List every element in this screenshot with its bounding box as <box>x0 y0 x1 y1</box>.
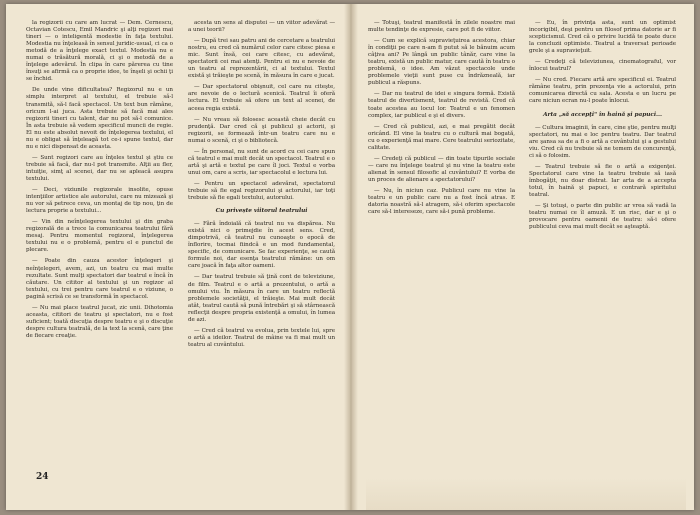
section-subheading: Arta „să accepţi" în haină şi papuci... <box>543 111 662 118</box>
paragraph: — Deci, viziunile regizorale insolite, opuse intenţiilor artistice ale autorului, care nu mizează şi nu vor să petrece ceva, un montaj de tip nou, ţin de lectura proprie a textului... <box>26 187 173 215</box>
paragraph: — Şi totuşi, o parte din public ar vrea să vadă la teatru numai ce îl amuză. E un risc, dar e şi o provocare pentru oamenii de teatru: să-i ofere publicului ceva mai mult decât se aşteaptă. <box>529 203 676 231</box>
book-gutter <box>344 4 358 510</box>
section-subheading: Cu privește viitorul teatrului <box>215 208 308 215</box>
page-number: 24 <box>36 472 49 482</box>
paragraph: — Credeţi că televiziunea, cinematograful, vor înlocui teatrul? <box>529 59 676 73</box>
paragraph: — Nu cred. Fiecare artă are specificul ei. Teatrul rămâne teatru, prin prezenţa vie a actorului, prin comunicarea directă cu sala. Acesta e un lucru pe care niciun ecran nu-l poate înlocui. <box>529 77 676 105</box>
paragraph: — Nu mai place teatrul jucat, zic unii. Dihotomia aceasta, cititori de teatru şi spectatori, nu e fost suficient; toată discuţia despre teatru e şi o discuţie despre cultura teatrală, de la text la scenă, care ţine de fiecare creaţie. <box>26 304 173 339</box>
paragraph: — Vin din neînţelegerea textului şi din graba regizorală de a trece la comunicarea teatrului fără mesaj. Pentru momentul regizoral, înţelegerea textului nu e o problemă, pentru el e punctul de plecare. <box>26 219 173 254</box>
paragraph: — Dar spectatorul obişnuit, cel care nu citeşte, are nevoie de o lectură scenică. Teatrul îi oferă lectura. El trebuie să ofere un text al scenei, de aceea regia există. <box>188 84 335 112</box>
book-spread <box>6 4 694 510</box>
left-page-column-1 <box>26 20 173 344</box>
paragraph: — Teatrul trebuie să fie o artă a exigenţei. Spectatorul care vine la teatru trebuie să iasă îmbogăţit, nu doar distrat. Iar arta de a accepta totul, în haină şi papuci, e contrară spiritului teatral. <box>529 163 676 198</box>
paragraph: — Nu, în niciun caz. Publicul care nu vine la teatru e un public care nu a fost încă atras. E datoria noastră să-l atragem, să-i oferim spectacole care să-l intereseze, care să-i pună probleme. <box>368 187 515 216</box>
paragraph: — În personal, nu sunt de acord cu cei care spun că teatrul e mai mult decât un spectacol. Teatrul e o artă şi artă e textul pe care îl joci. Textul e vorba unui om, care a scris, iar spectacolul e lectura lui. <box>188 148 335 176</box>
paragraph: De unde vine dificultatea? Regizorul nu e un simplu interpret al textului, el trebuie să-l transmită, să-l facă spectacol. Un text bun rămâne, oricum l-ai juca. Asta trebuie să facă mai ales regizorii tineri cu talent, dar nu pot să-l comunice. În asta trebuie să vedem specificul muncii de regie. El nu este absolut nevoit de înţelegerea textului, el nu e obligat să înţeleagă tot ce-i spune textul, dar nu e nici dispensat de aceasta. <box>26 87 173 150</box>
paragraph: la regizorii cu care am lucrat — Dem. Cernescu, Octavian Cotescu, Emil Mandric şi alţi regizori mai tineri — o inteligentă modestie în faţa textului. Modestia nu înţeleasă în sensul juridic-usual, ci ca o metodă de a înţelege exact textul. Modestia nu e numai o trăsătură morală, ci şi o metodă de a înţelege adevărul. În clipa în care părerea cu tine însuţi se afirmă ca o proprie idee, te înşeli şi ochii ţi se închid. <box>26 20 173 83</box>
paragraph: — Eu, în privinţa asta, sunt un optimist incorigibil, deşi pentru un filosof prima datorie ar fi scepticismul. Cred că o privire lucidă te poate duce la concluzii optimiste. Teatrul a traversat perioade grele şi a supravieţuit. <box>529 20 676 55</box>
paragraph: — Credeţi că publicul — din toate tipurile sociale — care nu înţelege teatrul şi nu vine la teatru este alienat în sensul filosofic al cuvântului? E vorba de un proces de alienare a spectatorului? <box>368 155 515 183</box>
paragraph: — După trei sau patru ani de cercetare a teatrului nostru, eu cred că numărul celor care citesc piesa e mic. Sunt însă, cei care citesc, cu adevărat, spectatorii cei mai atenţi. Pentru ei nu e nevoie de un teatru al reprezentării, ci al textului. Textul există şi trăieşte pe scenă, în măsura în care e jucat. <box>188 38 335 80</box>
paragraph: — Poate din cauza acestor înţelegeri şi neînţelegeri, avem, azi, un teatru cu mai multe rezultate. Sunt mulţi spectatori dar teatrul e încă în căutare. Un cititor al textului şi un regizor al textului, cu trei pentru care teatrul e o viziune, o pagină scrisă ce se transformă în spectacol. <box>26 258 173 300</box>
paragraph: — Dar teatrul trebuie să ţină cont de televiziune, de film. Teatrul e o artă a prezentului, o artă a omului viu. În măsura în care un teatru reflectă problemele societăţii, el trăieşte. Mai mult decât atât, teatrul caută să pună întrebări şi să stârnească reflecţii despre propria existenţă a omului, în lumea de azi. <box>188 274 335 323</box>
paragraph: — Cred că teatrul va evolua, prin textele lui, spre o artă a ideilor. Teatrul de mâine va fi mai mult un teatru al cuvântului. <box>188 327 335 348</box>
right-page-column-1 <box>368 20 515 220</box>
paragraph: — Cultura imaginii, în care, cine ştie, pentru mulţi spectatori, nu mai e loc pentru teatru. Dar teatrul are şansa sa de a fi o artă a cuvântului şi a gestului viu. Cred că nu trebuie să ne temem de concurenţă, ci să o folosim. <box>529 124 676 159</box>
paragraph: — Fără îndoială că teatrul nu va dispărea. Nu există nici o primejdie în acest sens. Cred, dimpotrivă, că teatrul nu cunoaşte o epocă de înflorire, tocmai fiindcă e un mod fundamental, specific, de comunicare. Se fac experienţe, se caută formule noi, dar esenţa teatrului rămâne: un om care joacă în faţa altor oameni. <box>188 221 335 270</box>
paragraph: — Totuşi, teatrul manifestă în zilele noastre mai multe tendinţe de expresie, care pot fi de viitor. <box>368 20 515 34</box>
page-stain <box>366 478 686 510</box>
paragraph: — Cred că publicul, azi, e mai pregătit decât oricând. El vine la teatru cu o cultură mai bogată, cu o experienţă mai mare. Cere teatrului seriozitate, calitate. <box>368 123 515 151</box>
paragraph: — Pentru un spectacol adevărat, spectatorul trebuie să fie egal regizorului şi actorului, iar toţi trebuie să fie egali textului, autorului. <box>188 180 335 202</box>
paragraph: acesta un sens al disputei — un viitor adevărat — a unei teorii? <box>188 20 335 34</box>
paragraph: — Sunt regizori care au înţeles textul şi ştiu ce trebuie să facă, dar nu-l pot transmite. Alţii au fler, intuiţie, simţ al scenei, dar nu se apleacă asupra textului. <box>26 154 173 182</box>
paragraph: — Nu vreau să folosesc această cheie decât cu prudenţă. Dar cred că şi publicul şi actorii, şi regizorii, se formează într-un teatru care nu e numai o scenă, ci şi o bibliotecă. <box>188 116 335 144</box>
left-page-column-2 <box>188 20 335 353</box>
right-page-column-2 <box>529 20 676 235</box>
paragraph: — Cum se explică supravieţuirea acestora, chiar în condiţii pe care n-am fi putut să le bănuim acum câţiva ani? Pe lângă un public tânăr, care vine la teatru, există un public matur, care caută în teatru o problemă, o idee. Am văzut spectacole unde problemele vieţii sunt puse cu îndrăzneală, iar publicul a răspuns. <box>368 38 515 87</box>
paragraph: — Dar nu teatrul de idei e singura formă. Există teatrul de divertisment, teatrul de revistă. Cred că toate acestea au locul lor. Teatrul e un fenomen complex, iar publicul e şi el divers. <box>368 91 515 119</box>
